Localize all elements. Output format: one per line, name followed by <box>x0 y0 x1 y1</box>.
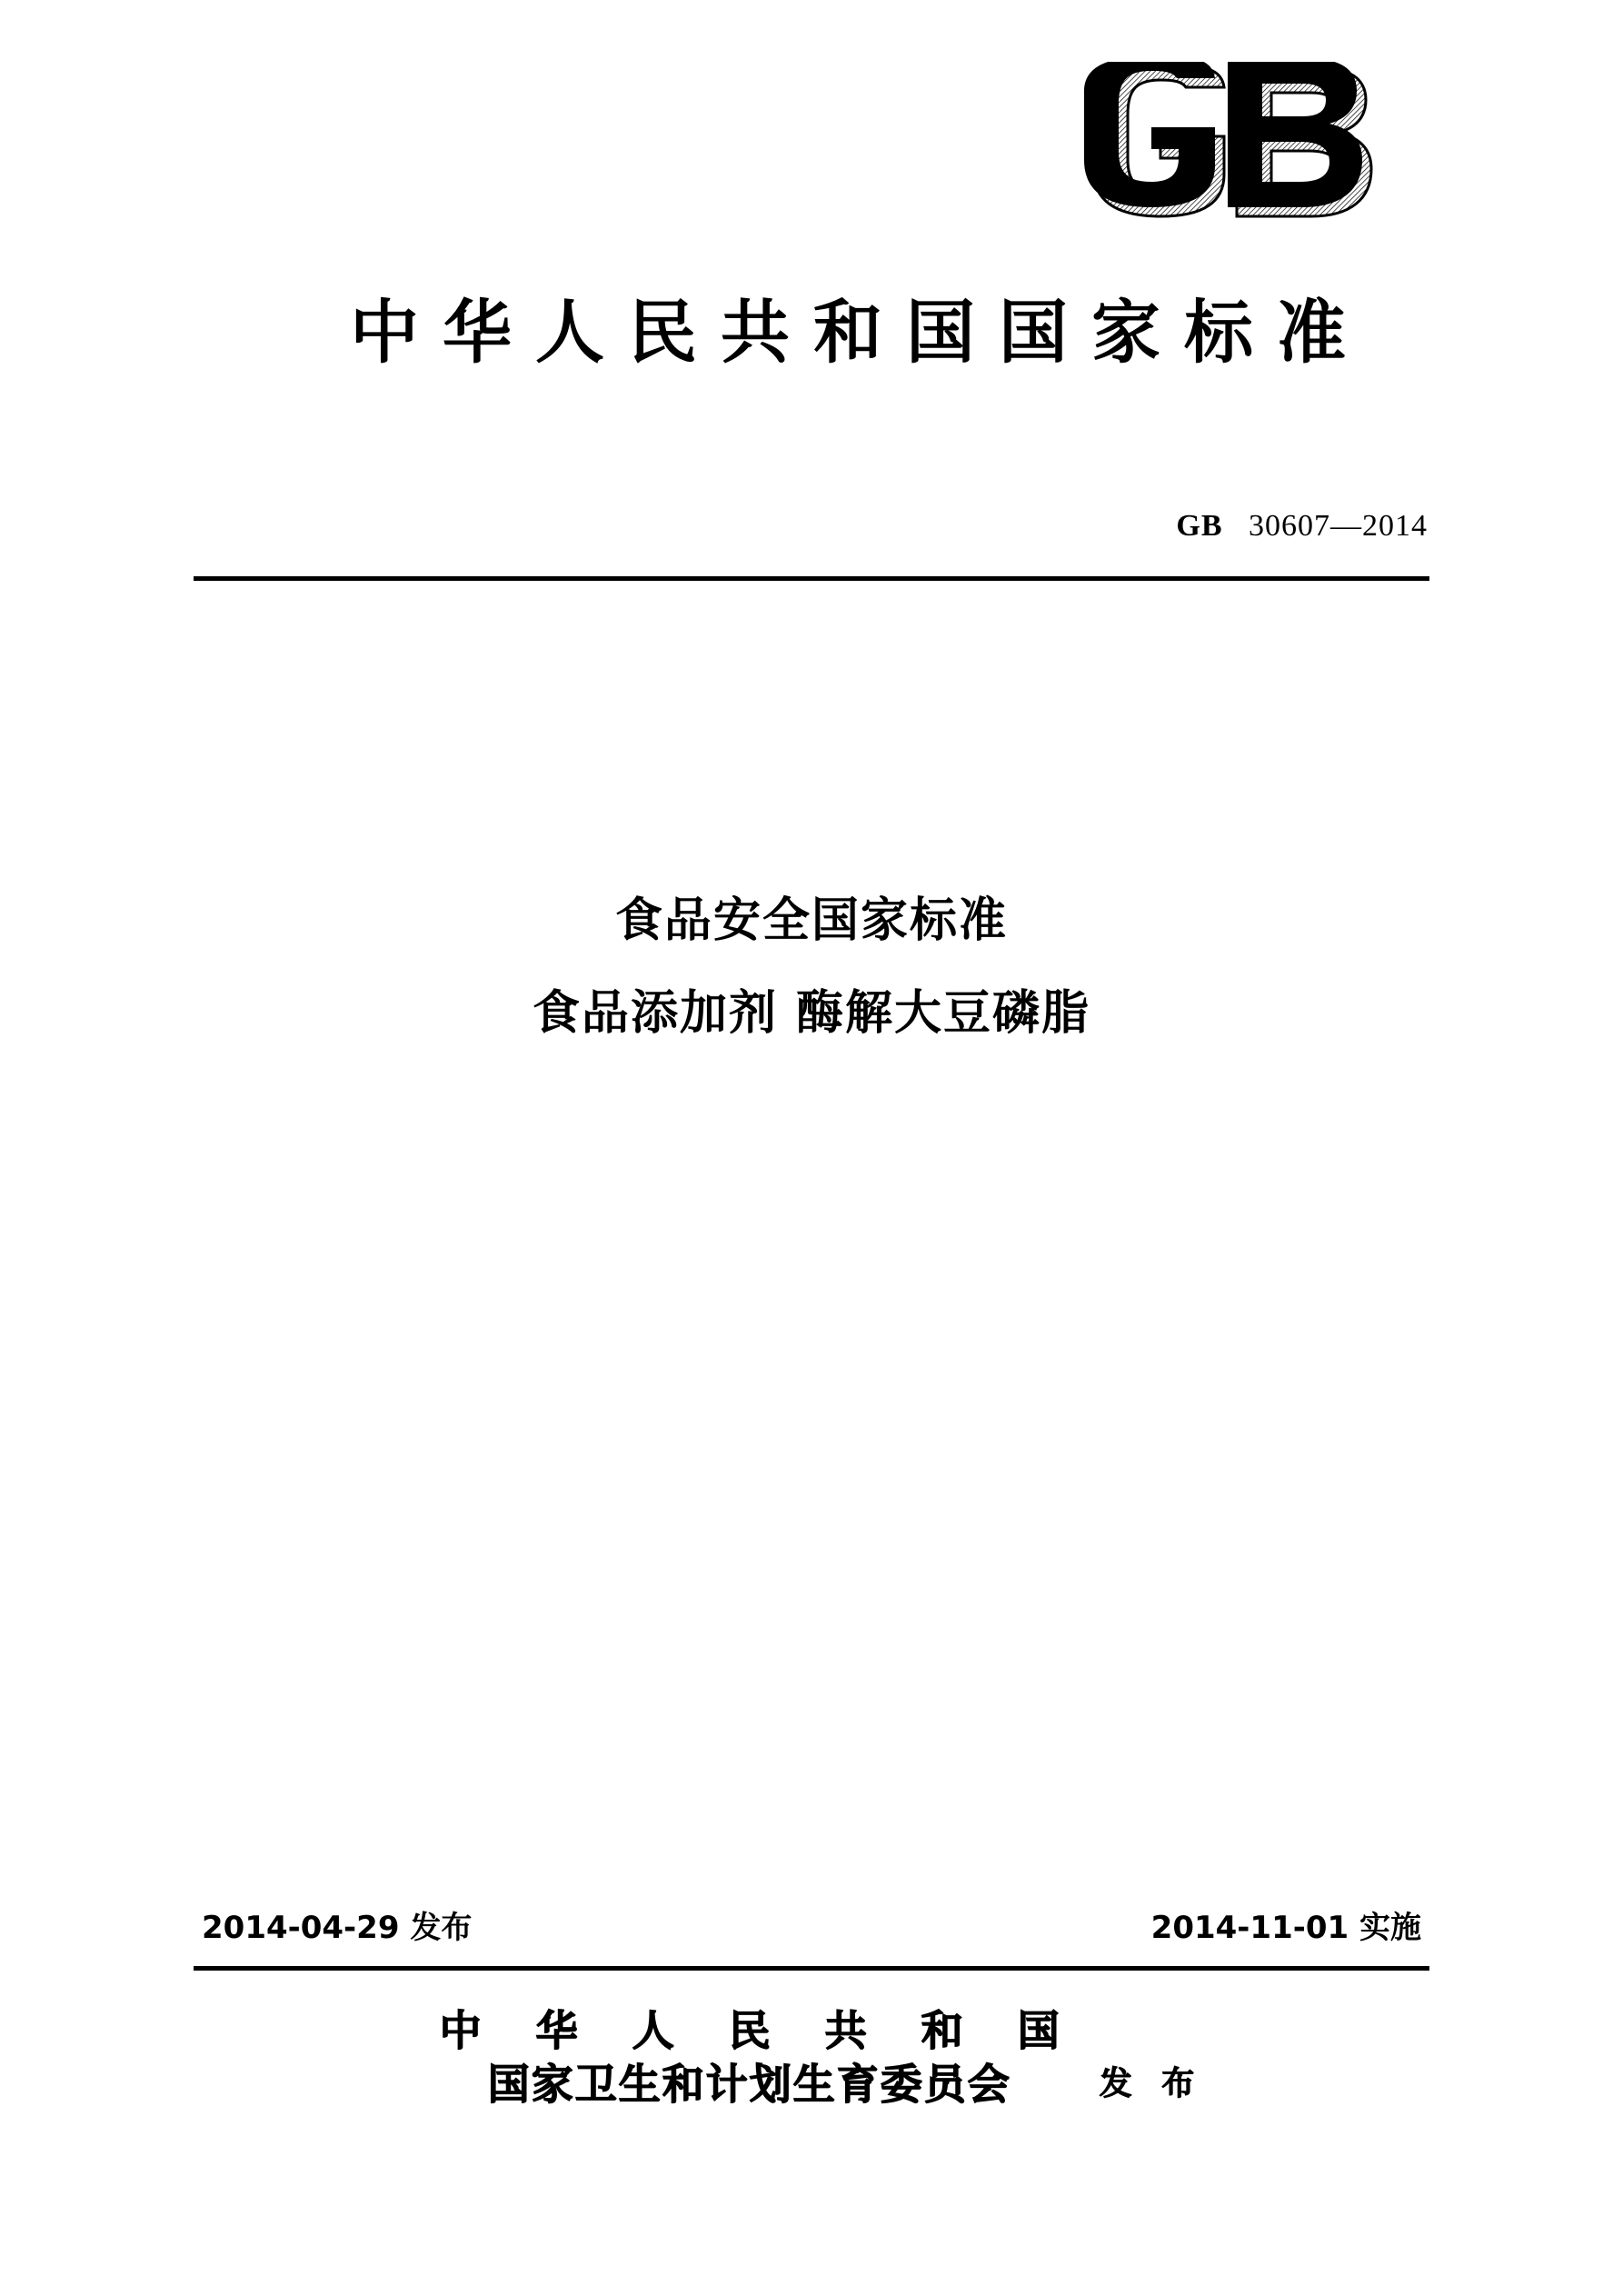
gb-national-standard-emblem <box>1077 62 1395 230</box>
effective-date: 2014-11-01 实施 <box>1150 1910 1421 1946</box>
publisher-block <box>0 2004 1623 2111</box>
header-divider <box>194 576 1429 581</box>
standard-number-prefix: GB <box>1176 509 1223 543</box>
page-title-line-1: 食品安全国家标准 <box>614 893 1008 948</box>
page-title <box>194 895 1429 1040</box>
publisher-action: 发 布 <box>1099 2064 1204 2102</box>
national-standard-heading: 中华人民共和国国家标准 <box>350 292 1369 373</box>
page-title-line-2: 食品添加剂 酶解大豆磷脂 <box>532 986 1091 1042</box>
standard-number <box>1176 509 1428 544</box>
publisher-name-line-2: 国家卫生和计划生育委员会 <box>487 2059 1011 2109</box>
footer-divider <box>194 1966 1429 1971</box>
publisher-name <box>420 2004 1080 2111</box>
issue-date: 2014-04-29 发布 <box>202 1910 473 1946</box>
standard-number-value: 30607—2014 <box>1249 509 1428 543</box>
publisher-name-line-1: 中 华 人 民 共 和 国 <box>439 2006 1080 2055</box>
